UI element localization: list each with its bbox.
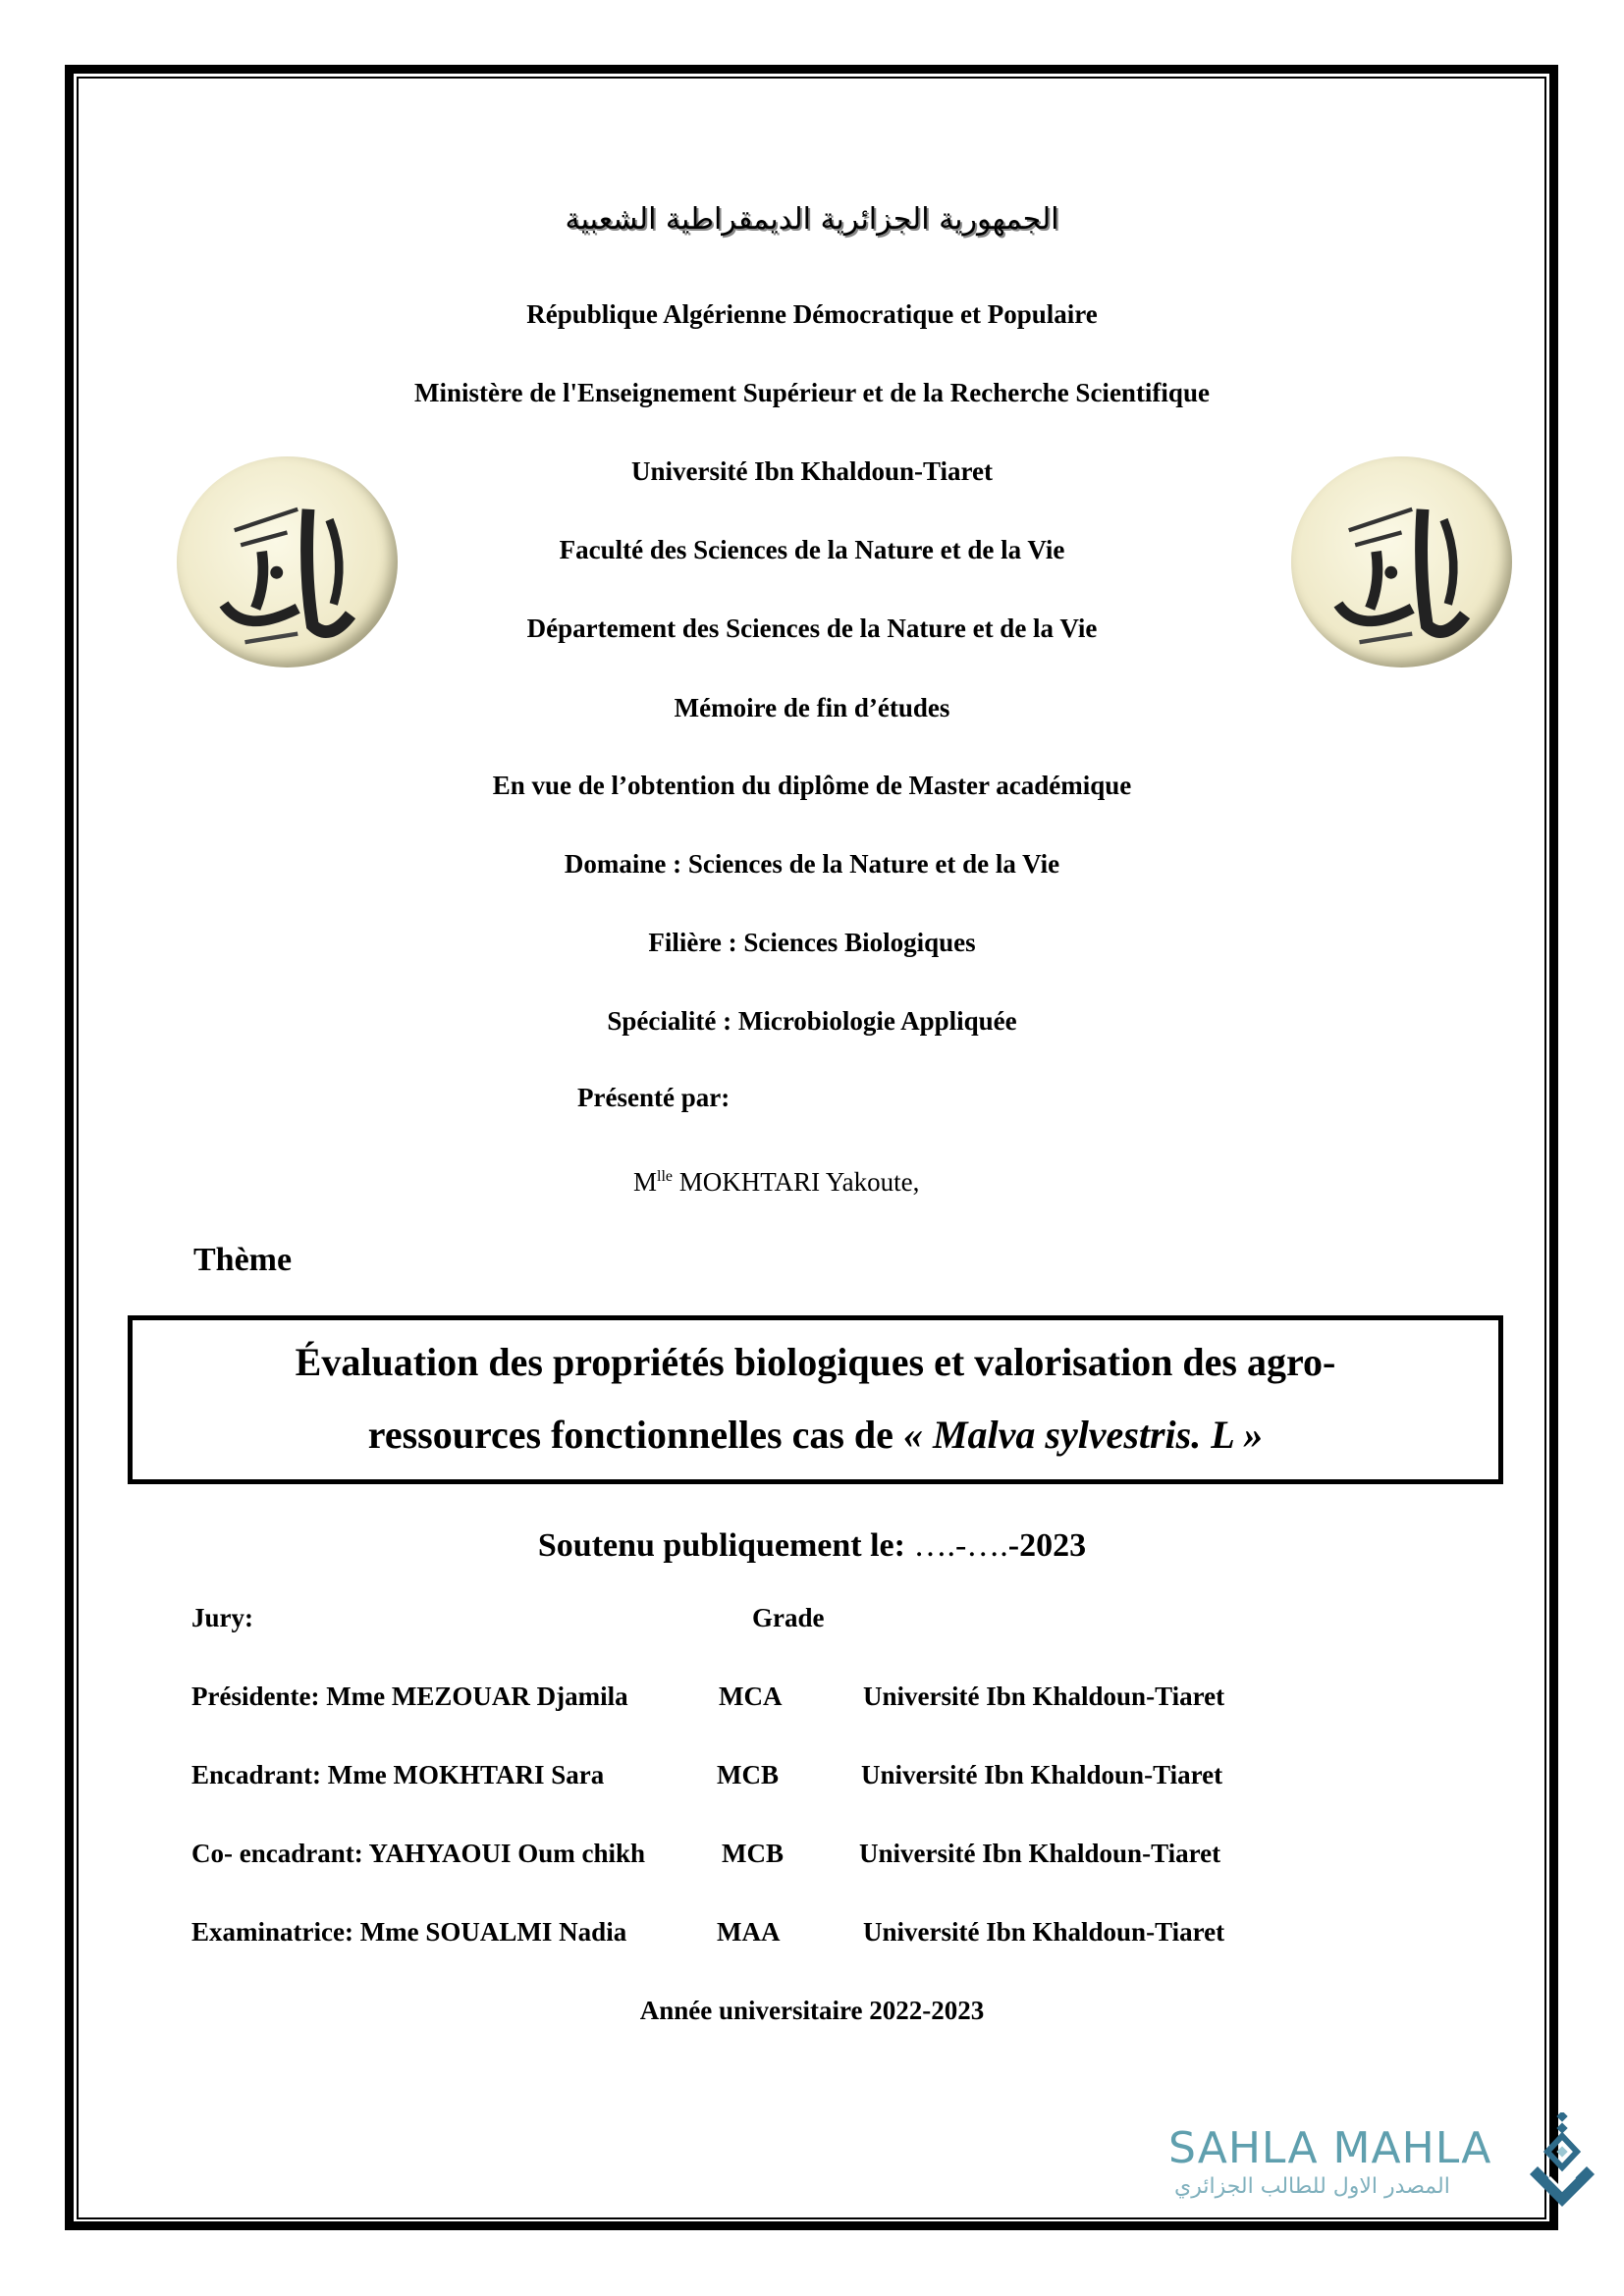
defense-date-placeholder: ….-….	[913, 1527, 1008, 1564]
department-name: Département des Sciences de la Nature et de la Vie	[526, 614, 1098, 643]
watermark-title: SAHLA MAHLA	[1168, 2123, 1492, 2173]
university-name: Université Ibn Khaldoun-Tiaret	[630, 456, 994, 486]
jury-member-grade: MCB	[722, 1839, 784, 1868]
defense-date-line	[0, 1527, 1624, 1565]
sahla-mahla-watermark	[1168, 2125, 1561, 2204]
jury-member-grade: MCB	[717, 1760, 779, 1789]
jury-member-institution: Université Ibn Khaldoun-Tiaret	[861, 1760, 1223, 1789]
speciality-line: Spécialité : Microbiologie Appliquée	[607, 1006, 1017, 1036]
jury-member-institution: Université Ibn Khaldoun-Tiaret	[863, 1917, 1225, 1947]
presenter-name	[633, 1159, 919, 1200]
thesis-title-line2	[133, 1411, 1498, 1460]
thesis-title-line2-text: ressources fonctionnelles cas de	[367, 1413, 903, 1457]
academic-year: Année universitaire 2022-2023	[639, 1996, 985, 2025]
university-seal-left-icon	[177, 456, 398, 667]
field-line: Filière : Sciences Biologiques	[648, 928, 976, 957]
calligraphy-icon	[177, 456, 398, 667]
presenter-fullname: MOKHTARI Yakoute,	[673, 1167, 920, 1197]
thesis-title-line1: Évaluation des propriétés biologiques et valorisation des agro-	[295, 1340, 1336, 1384]
jury-member-institution: Université Ibn Khaldoun-Tiaret	[859, 1839, 1221, 1868]
ministry-name: Ministère de l'Enseignement Supérieur et de la Recherche Scientifique	[414, 378, 1210, 407]
faculty-name: Faculté des Sciences de la Nature et de la Vie	[559, 535, 1065, 564]
jury-member-institution: Université Ibn Khaldoun-Tiaret	[863, 1682, 1225, 1711]
jury-label: Jury:	[191, 1603, 253, 1632]
jury-member-row	[191, 1836, 1370, 1871]
sahla-mahla-logo-icon	[1528, 2112, 1597, 2216]
jury-member-row	[191, 1679, 1370, 1714]
presenter-title: M	[633, 1167, 658, 1197]
watermark-subtitle: المصدر الاول للطالب الجزائري	[1174, 2174, 1450, 2199]
jury-member-row	[191, 1914, 1370, 1949]
jury-member-row	[191, 1757, 1370, 1792]
document-type: Mémoire de fin d’études	[674, 693, 950, 722]
presented-by-label: Présenté par:	[577, 1083, 731, 1112]
thesis-title-box	[128, 1315, 1503, 1484]
domain-line: Domaine : Sciences de la Nature et de la Vie	[564, 849, 1060, 879]
jury-header-row	[191, 1600, 1370, 1635]
defense-year: -2023	[1007, 1527, 1087, 1564]
grade-label: Grade	[752, 1603, 825, 1632]
degree-purpose: En vue de l’obtention du diplôme de Master académique	[492, 771, 1132, 800]
jury-member-role-name: Encadrant: Mme MOKHTARI Sara	[191, 1760, 605, 1789]
jury-member-role-name: Présidente: Mme MEZOUAR Djamila	[191, 1682, 628, 1711]
species-name: « Malva sylvestris. L »	[902, 1413, 1264, 1457]
jury-member-role-name: Co- encadrant: YAHYAOUI Oum chikh	[191, 1839, 646, 1868]
theme-label: Thème	[193, 1242, 293, 1278]
jury-member-grade: MAA	[717, 1917, 781, 1947]
republic-name: République Algérienne Démocratique et Populaire	[526, 299, 1098, 329]
jury-member-role-name: Examinatrice: Mme SOUALMI Nadia	[191, 1917, 627, 1947]
arabic-republic-title: الجمهورية الجزائرية الديمقراطية الشعبية	[565, 202, 1059, 237]
calligraphy-icon	[1291, 456, 1512, 667]
university-seal-right-icon	[1291, 456, 1512, 667]
jury-member-grade: MCA	[719, 1682, 783, 1711]
presenter-title-sup: lle	[657, 1168, 674, 1185]
defense-label: Soutenu publiquement le:	[537, 1527, 914, 1564]
